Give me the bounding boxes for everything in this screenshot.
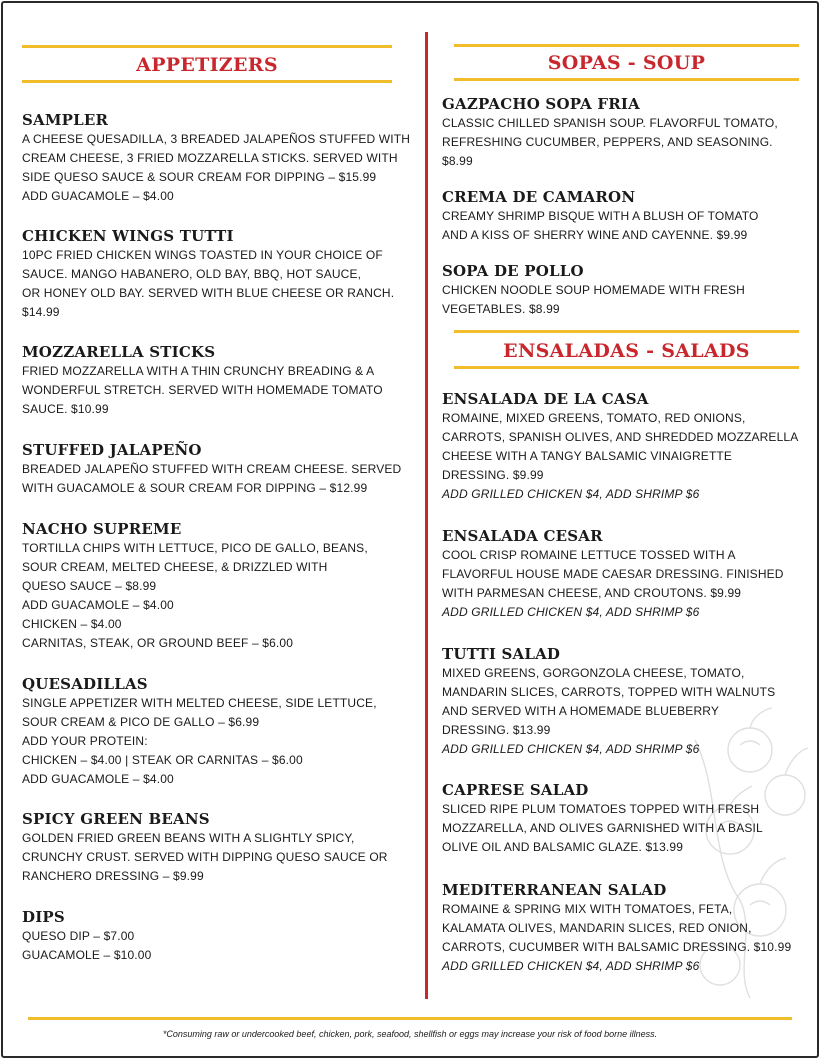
menu-item	[442, 261, 798, 319]
menu-item-description: GOLDEN FRIED GREEN BEANS WITH A SLIGHTLY SPICY,	[22, 831, 355, 845]
menu-item-description: VEGETABLES. $8.99	[442, 302, 560, 316]
menu-item-description: KALAMATA OLIVES, MANDARIN SLICES, RED ONION,	[442, 921, 752, 935]
menu-item-description: CHEESE WITH A TANGY BALSAMIC VINAIGRETTE	[442, 449, 733, 463]
salads-title: ENSALADAS - SALADS	[503, 340, 750, 362]
menu-item-description: ROMAINE & SPRING MIX WITH TOMATOES, FETA,	[442, 902, 733, 916]
menu-item-name: MEDITERRANEAN SALAD	[442, 881, 667, 899]
menu-item-description: SAUCE. $10.99	[22, 402, 109, 416]
menu-item-description: OR HONEY OLD BAY. SERVED WITH BLUE CHEESE OR RANCH.	[22, 286, 395, 300]
menu-item-description: CHICKEN – $4.00	[22, 617, 122, 631]
menu-item-name: DIPS	[22, 908, 65, 926]
menu-item	[22, 440, 402, 498]
menu-item-description: REFRESHING CUCUMBER, PEPPERS, AND SEASONING.	[442, 135, 773, 149]
menu-item-description: CREAM CHEESE, 3 FRIED MOZZARELLA STICKS. SERVED WITH	[22, 151, 398, 165]
menu-item-name: SOPA DE POLLO	[442, 262, 584, 280]
menu-item-description: DRESSING. $9.99	[442, 468, 544, 482]
menu-item-description: QUESO DIP – $7.00	[22, 929, 135, 943]
column-divider	[425, 32, 428, 999]
menu-item-description: ADD GUACAMOLE – $4.00	[22, 189, 174, 203]
menu-item-description: SIDE QUESO SAUCE & SOUR CREAM FOR DIPPING – $15.99	[22, 170, 377, 184]
menu-item	[22, 907, 402, 965]
soups-title: SOPAS - SOUP	[547, 52, 706, 74]
menu-item-addon: ADD GRILLED CHICKEN $4, ADD SHRIMP $6	[442, 487, 700, 501]
menu-item	[22, 519, 402, 653]
menu-item-name: ENSALADA CESAR	[442, 527, 603, 545]
salads-top-rule	[454, 330, 799, 333]
menu-item	[442, 526, 798, 622]
appetizers-top-rule	[22, 45, 392, 48]
menu-item-name: NACHO SUPREME	[22, 520, 182, 538]
menu-item-description: CLASSIC CHILLED SPANISH SOUP. FLAVORFUL TOMATO,	[442, 116, 778, 130]
menu-item-description: $14.99	[22, 305, 60, 319]
menu-item	[22, 809, 402, 886]
menu-item	[442, 187, 798, 245]
soups-bottom-rule	[454, 78, 799, 81]
appetizers-bottom-rule	[22, 80, 392, 83]
menu-item-description: MANDARIN SLICES, CARROTS, TOPPED WITH WALNUTS	[442, 685, 776, 699]
footer-note: *Consuming raw or undercooked beef, chicken, pork, seafood, shellfish or eggs may increase your risk of food borne illness.	[162, 1029, 658, 1039]
menu-item-description: FLAVORFUL HOUSE MADE CAESAR DRESSING. FINISHED	[442, 567, 784, 581]
soups-top-rule	[454, 44, 799, 47]
menu-item-name: SPICY GREEN BEANS	[22, 810, 210, 828]
menu-item-description: ADD GUACAMOLE – $4.00	[22, 772, 174, 786]
menu-item-description: CHICKEN – $4.00 | STEAK OR CARNITAS – $6.00	[22, 753, 303, 767]
menu-item-description: SLICED RIPE PLUM TOMATOES TOPPED WITH FRESH	[442, 802, 760, 816]
menu-item	[22, 226, 402, 322]
appetizers-title: APPETIZERS	[136, 54, 278, 76]
menu-item-addon: ADD GRILLED CHICKEN $4, ADD SHRIMP $6	[442, 742, 700, 756]
menu-item-description: AND SERVED WITH A HOMEMADE BLUEBERRY	[442, 704, 720, 718]
appetizers-column	[22, 0, 411, 1000]
menu-item-addon: ADD GRILLED CHICKEN $4, ADD SHRIMP $6	[442, 605, 700, 619]
menu-item-description: CARNITAS, STEAK, OR GROUND BEEF – $6.00	[22, 636, 294, 650]
menu-item-description: CARROTS, SPANISH OLIVES, AND SHREDDED MOZZARELLA	[442, 430, 799, 444]
menu-item-description: CREAMY SHRIMP BISQUE WITH A BLUSH OF TOMATO	[442, 209, 759, 223]
menu-item-description: GUACAMOLE – $10.00	[22, 948, 152, 962]
menu-item	[22, 342, 402, 419]
menu-item-description: ADD GUACAMOLE – $4.00	[22, 598, 174, 612]
menu-item-description: DRESSING. $13.99	[442, 723, 551, 737]
menu-item-description: FRIED MOZZARELLA WITH A THIN CRUNCHY BREADING & A	[22, 364, 375, 378]
menu-item-description: WITH GUACAMOLE & SOUR CREAM FOR DIPPING – $12.99	[22, 481, 368, 495]
menu-item-name: GAZPACHO SOPA FRIA	[442, 95, 640, 113]
menu-item-name: TUTTI SALAD	[442, 645, 561, 663]
menu-item-description: RANCHERO DRESSING – $9.99	[22, 869, 204, 883]
menu-item-description: ROMAINE, MIXED GREENS, TOMATO, RED ONIONS,	[442, 411, 746, 425]
menu-item-name: QUESADILLAS	[22, 675, 148, 693]
menu-item-description: WITH PARMESAN CHEESE, AND CROUTONS. $9.99	[442, 586, 742, 600]
salads-bottom-rule	[454, 366, 799, 369]
menu-item-name: CAPRESE SALAD	[442, 781, 589, 799]
menu-item-description: WONDERFUL STRETCH. SERVED WITH HOMEMADE TOMATO	[22, 383, 383, 397]
menu-item	[22, 674, 402, 789]
menu-item-description: 10PC FRIED CHICKEN WINGS TOASTED IN YOUR CHOICE OF	[22, 248, 383, 262]
menu-item-name: CHICKEN WINGS TUTTI	[22, 227, 234, 245]
menu-item-description: TORTILLA CHIPS WITH LETTUCE, PICO DE GALLO, BEANS,	[22, 541, 368, 555]
menu-item	[442, 389, 798, 504]
menu-item-description: SAUCE. MANGO HABANERO, OLD BAY, BBQ, HOT SAUCE,	[22, 267, 362, 281]
menu-item-description: CARROTS, CUCUMBER WITH BALSAMIC DRESSING. $10.99	[442, 940, 792, 954]
menu-item-description: COOL CRISP ROMAINE LETTUCE TOSSED WITH A	[442, 548, 736, 562]
menu-item-description: MOZZARELLA, AND OLIVES GARNISHED WITH A BASIL	[442, 821, 763, 835]
menu-item-description: CHICKEN NOODLE SOUP HOMEMADE WITH FRESH	[442, 283, 745, 297]
menu-item-name: ENSALADA DE LA CASA	[442, 390, 649, 408]
menu-item-description: $8.99	[442, 154, 473, 168]
footer-rule	[28, 1017, 792, 1020]
menu-item-name: SAMPLER	[22, 111, 109, 129]
menu-item-description: AND A KISS OF SHERRY WINE AND CAYENNE. $9.99	[442, 228, 748, 242]
menu-item-description: BREADED JALAPEÑO STUFFED WITH CREAM CHEESE. SERVED	[22, 462, 402, 476]
menu-item	[442, 94, 798, 171]
menu-item-description: SOUR CREAM & PICO DE GALLO – $6.99	[22, 715, 260, 729]
menu-item-name: MOZZARELLA STICKS	[22, 343, 216, 361]
menu-item-name: STUFFED JALAPEÑO	[22, 441, 202, 459]
menu-item-description: ADD YOUR PROTEIN:	[22, 734, 148, 748]
tomato-vine-sketch-icon	[690, 700, 810, 1000]
menu-item-description: SOUR CREAM, MELTED CHEESE, & DRIZZLED WITH	[22, 560, 328, 574]
menu-item-addon: ADD GRILLED CHICKEN $4, ADD SHRIMP $6	[442, 959, 700, 973]
menu-item-name: CREMA DE CAMARON	[442, 188, 636, 206]
menu-item-description: SINGLE APPETIZER WITH MELTED CHEESE, SIDE LETTUCE,	[22, 696, 377, 710]
menu-item	[22, 110, 411, 206]
menu-item-description: MIXED GREENS, GORGONZOLA CHEESE, TOMATO,	[442, 666, 745, 680]
menu-item-description: CRUNCHY CRUST. SERVED WITH DIPPING QUESO SAUCE OR	[22, 850, 388, 864]
menu-item-description: QUESO SAUCE – $8.99	[22, 579, 157, 593]
menu-item-description: OLIVE OIL AND BALSAMIC GLAZE. $13.99	[442, 840, 684, 854]
menu-item-description: A CHEESE QUESADILLA, 3 BREADED JALAPEÑOS STUFFED WITH	[22, 132, 411, 146]
